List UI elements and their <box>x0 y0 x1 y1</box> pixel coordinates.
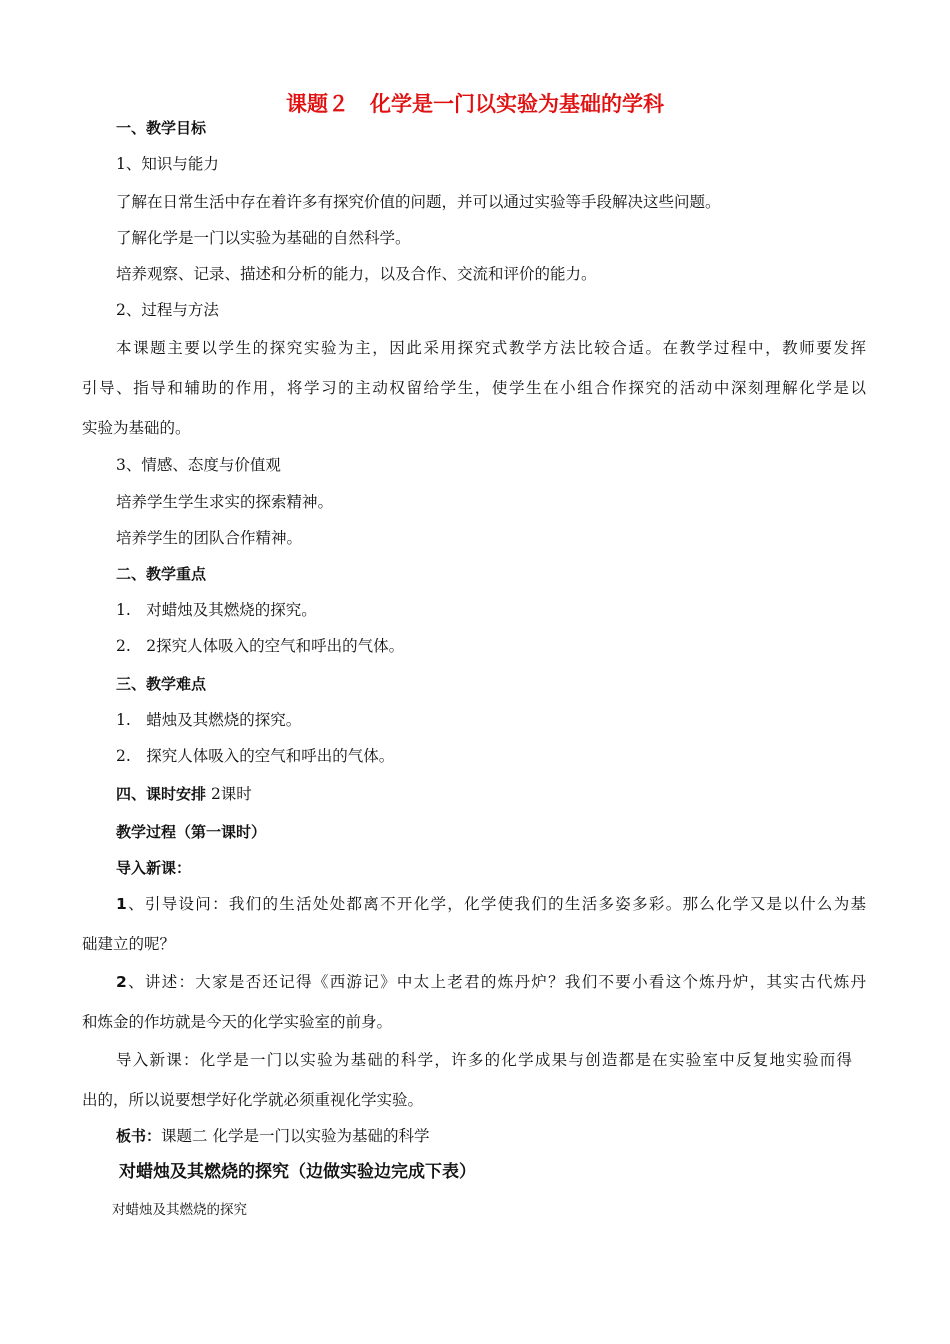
paragraph: 培养观察、记录、描述和分析的能力，以及合作、交流和评价的能力。 <box>116 265 597 283</box>
paragraph: 了解在日常生活中存在着许多有探究价值的问题，并可以通过实验等手段解决这些问题。 <box>116 193 721 211</box>
paragraph: 本课题主要以学生的探究实验为主，因此采用探究式教学方法比较合适。在教学过程中，教师要发挥 <box>116 339 866 357</box>
paragraph: 和炼金的作坊就是今天的化学实验室的前身。 <box>82 1013 393 1031</box>
paragraph: 培养学生学生求实的探索精神。 <box>116 493 334 511</box>
table-heading: 对蜡烛及其燃烧的探究（边做实验边完成下表） <box>119 1162 476 1182</box>
paragraph: 培养学生的团队合作精神。 <box>116 529 303 547</box>
paragraph: 出的，所以说要想学好化学就必须重视化学实验。 <box>82 1091 424 1109</box>
list-item: 2. 探究人体吸入的空气和呼出的气体。 <box>116 747 395 765</box>
step-number: 2 <box>116 973 127 991</box>
subheading-attitude: 3、情感、态度与价值观 <box>116 456 281 474</box>
list-item: 1. 对蜡烛及其燃烧的探究。 <box>116 601 317 619</box>
process-heading: 教学过程（第一课时） <box>116 823 267 841</box>
paragraph: 导入新课：化学是一门以实验为基础的科学，许多的化学成果与创造都是在实验室中反复地实验而得 <box>116 1051 852 1069</box>
subheading-knowledge: 1、知识与能力 <box>116 155 219 173</box>
step-text: 、讲述：大家是否还记得《西游记》中太上老君的炼丹炉？我们不要小看这个炼丹炉，其实古代炼丹 <box>126 973 866 991</box>
step-text: 、引导设问：我们的生活处处都离不开化学，化学使我们的生活多姿多彩。那么化学又是以什么为基 <box>126 895 866 913</box>
paragraph: 础建立的呢？ <box>82 935 176 953</box>
section-heading-schedule: 四、课时安排 <box>116 785 207 803</box>
section-heading-key-points: 二、教学重点 <box>116 565 207 583</box>
paragraph: 引导、指导和辅助的作用，将学习的主动权留给学生，使学生在小组合作探究的活动中深刻理解化学是以 <box>82 379 866 397</box>
section-heading-objectives: 一、教学目标 <box>116 119 207 137</box>
paragraph: 了解化学是一门以实验为基础的自然科学。 <box>116 229 411 247</box>
page-title: 课题２ 化学是一门以实验为基础的学科 <box>286 92 664 116</box>
subheading-process: 2、过程与方法 <box>116 301 219 319</box>
board-label: 板书： <box>116 1127 162 1145</box>
board-text: 课题二 化学是一门以实验为基础的科学 <box>161 1127 430 1145</box>
list-item: 1. 蜡烛及其燃烧的探究。 <box>116 711 302 729</box>
list-item: 2. 2探究人体吸入的空气和呼出的气体。 <box>116 637 405 655</box>
section-heading-difficulties: 三、教学难点 <box>116 675 207 693</box>
board-line <box>116 1126 429 1146</box>
schedule-line <box>116 784 252 804</box>
schedule-value: 2课时 <box>206 785 252 803</box>
paragraph: 实验为基础的。 <box>82 419 191 437</box>
step-one-line <box>116 894 866 914</box>
step-number: 1 <box>116 895 127 913</box>
step-two-line <box>116 972 866 992</box>
table-caption: 对蜡烛及其燃烧的探究 <box>112 1202 247 1218</box>
intro-heading: 导入新课： <box>116 859 192 877</box>
